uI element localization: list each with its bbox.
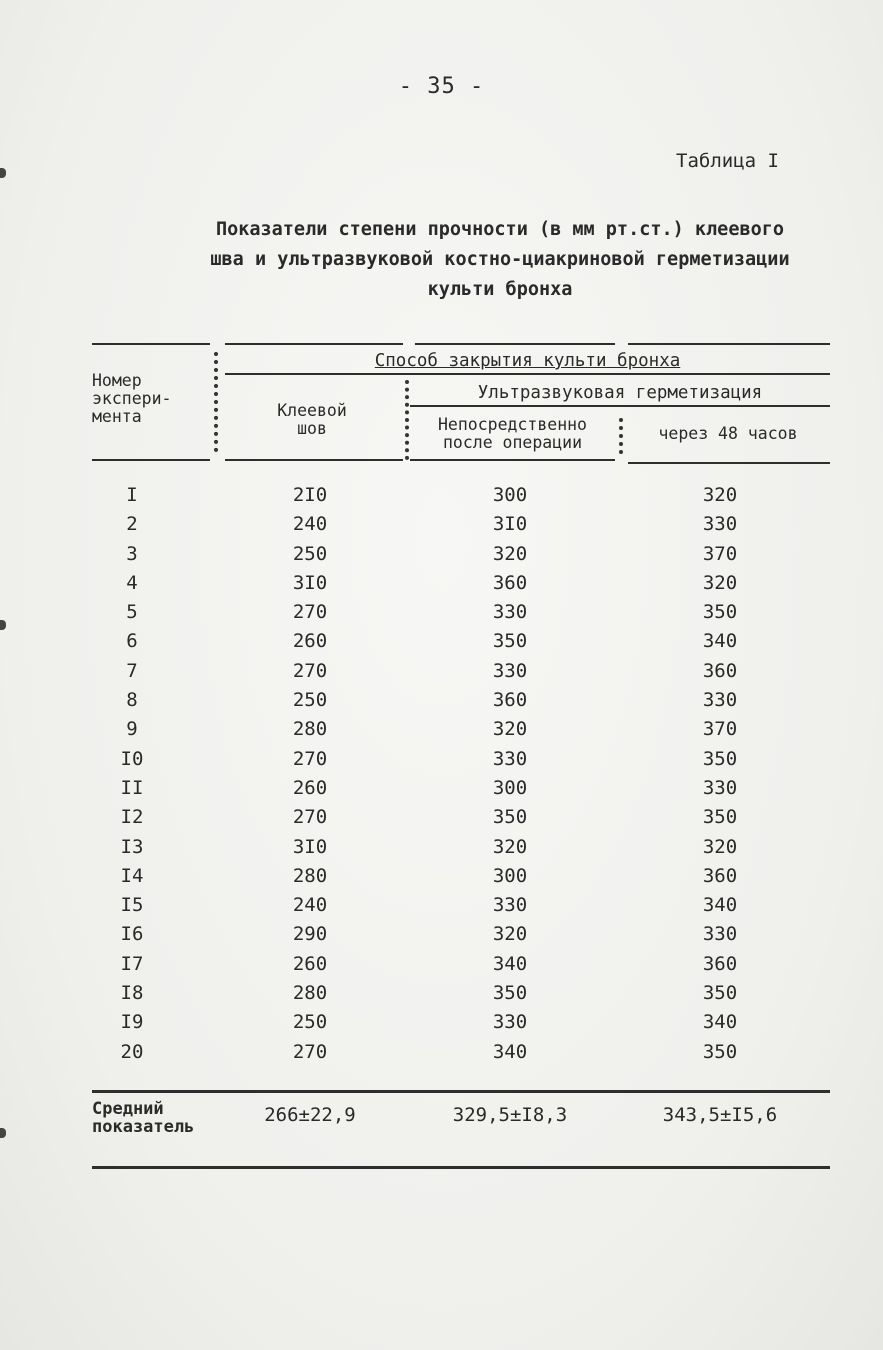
glue-seam-cell: 290 [292, 923, 328, 946]
immediate-cell: 3I0 [492, 513, 528, 536]
after-48h-cell: 350 [702, 806, 738, 829]
header-after-48-hours: через 48 часов [658, 424, 798, 443]
table-row [0, 806, 883, 835]
immediate-cell: 350 [492, 806, 528, 829]
after-48h-cell: 320 [702, 571, 738, 594]
glue-seam-cell: 270 [292, 747, 328, 770]
immediate-cell: 360 [492, 689, 528, 712]
table-row [0, 777, 883, 806]
immediate-cell: 330 [492, 894, 528, 917]
header-bottom-rule [410, 459, 615, 461]
immediate-cell: 330 [492, 747, 528, 770]
glue-seam-cell: 240 [292, 513, 328, 536]
after-48h-cell: 330 [702, 776, 738, 799]
after-48h-cell: 340 [702, 894, 738, 917]
title-line: культи бронха [427, 279, 573, 300]
experiment-number-cell: 4 [126, 571, 138, 594]
header-experiment-number: Номер экспери- мента [92, 371, 172, 426]
method-rule [225, 373, 830, 375]
glue-seam-cell: 260 [292, 776, 328, 799]
table-bottom-rule [92, 1166, 830, 1169]
summary-glue-value: 266±22,9 [264, 1104, 356, 1126]
glue-seam-cell: 280 [292, 864, 328, 887]
immediate-cell: 330 [492, 1011, 528, 1034]
experiment-number-cell: 8 [126, 689, 138, 712]
table-row [0, 748, 883, 777]
experiment-number-cell: 7 [126, 659, 138, 682]
header-top-rule [92, 343, 210, 345]
summary-top-rule [92, 1090, 830, 1093]
summary-48h-value: 343,5±I5,6 [662, 1104, 778, 1126]
table-label: Таблица I [676, 150, 779, 172]
after-48h-cell: 370 [702, 542, 738, 565]
experiment-number-cell: I [126, 484, 138, 506]
header-bottom-rule [628, 462, 830, 464]
glue-seam-cell: 270 [292, 601, 328, 624]
table-row [0, 718, 883, 747]
after-48h-cell: 350 [702, 747, 738, 770]
column-separator [214, 352, 222, 452]
immediate-cell: 360 [492, 571, 528, 594]
after-48h-cell: 360 [702, 952, 738, 975]
glue-seam-cell: 270 [292, 1040, 328, 1063]
after-48h-cell: 330 [702, 689, 738, 712]
header-glue-seam: Клеевой шов [277, 401, 347, 438]
immediate-cell: 320 [492, 718, 528, 741]
immediate-cell: 320 [492, 923, 528, 946]
after-48h-cell: 350 [702, 982, 738, 1005]
experiment-number-cell: I5 [120, 894, 144, 917]
glue-seam-cell: 2I0 [292, 484, 328, 506]
after-48h-cell: 320 [702, 484, 738, 506]
immediate-cell: 320 [492, 835, 528, 858]
table-row [0, 660, 883, 689]
table-row [0, 1011, 883, 1040]
table-row [0, 630, 883, 659]
glue-seam-cell: 270 [292, 659, 328, 682]
after-48h-cell: 360 [702, 864, 738, 887]
experiment-number-cell: 20 [120, 1040, 144, 1063]
summary-row [0, 1100, 883, 1150]
experiment-number-cell: I3 [120, 835, 144, 858]
glue-seam-cell: 270 [292, 806, 328, 829]
table-body [0, 484, 883, 1070]
title-line: Показатели степени прочности (в мм рт.ст.) клеевого [215, 219, 785, 240]
experiment-number-cell: 9 [126, 718, 138, 741]
title-line: шва и ультразвуковой костно-циакриновой герметизации [210, 249, 790, 270]
experiment-number-cell: 3 [126, 542, 138, 565]
header-closure-method: Способ закрытия культи бронха [374, 351, 681, 371]
immediate-cell: 340 [492, 952, 528, 975]
header-bottom-rule [225, 459, 403, 461]
header-bottom-rule [92, 459, 210, 461]
immediate-cell: 330 [492, 601, 528, 624]
immediate-cell: 330 [492, 659, 528, 682]
glue-seam-cell: 280 [292, 982, 328, 1005]
table-row [0, 865, 883, 894]
ultrasonic-rule [410, 405, 830, 407]
experiment-number-cell: I2 [120, 806, 144, 829]
table-row [0, 923, 883, 952]
after-48h-cell: 350 [702, 601, 738, 624]
table-title [150, 215, 850, 305]
table-row [0, 601, 883, 630]
glue-seam-cell: 250 [292, 689, 328, 712]
table-row [0, 513, 883, 542]
glue-seam-cell: 260 [292, 630, 328, 653]
glue-seam-cell: 250 [292, 542, 328, 565]
immediate-cell: 300 [492, 864, 528, 887]
experiment-number-cell: II [120, 776, 144, 799]
experiment-number-cell: 6 [126, 630, 138, 653]
experiment-number-cell: I6 [120, 923, 144, 946]
summary-label: Средний показатель [92, 1099, 195, 1137]
experiment-number-cell: I4 [120, 864, 144, 887]
header-top-rule [628, 343, 830, 345]
table-row [0, 484, 883, 513]
table-row [0, 953, 883, 982]
table-row [0, 836, 883, 865]
experiment-number-cell: 5 [126, 601, 138, 624]
table-row [0, 982, 883, 1011]
table-row [0, 572, 883, 601]
after-48h-cell: 370 [702, 718, 738, 741]
table-row [0, 689, 883, 718]
experiment-number-cell: I7 [120, 952, 144, 975]
table-row [0, 543, 883, 572]
glue-seam-cell: 280 [292, 718, 328, 741]
experiment-number-cell: I9 [120, 1011, 144, 1034]
header-immediately-after: Непосредственно после операции [437, 415, 587, 452]
summary-immediate-value: 329,5±I8,3 [452, 1104, 568, 1126]
after-48h-cell: 360 [702, 659, 738, 682]
experiment-number-cell: 2 [126, 513, 138, 536]
immediate-cell: 320 [492, 542, 528, 565]
experiment-number-cell: I8 [120, 982, 144, 1005]
glue-seam-cell: 260 [292, 952, 328, 975]
after-48h-cell: 330 [702, 513, 738, 536]
experiment-number-cell: I0 [120, 747, 144, 770]
after-48h-cell: 320 [702, 835, 738, 858]
glue-seam-cell: 3I0 [292, 571, 328, 594]
page-number: - 35 - [398, 74, 485, 99]
immediate-cell: 300 [492, 484, 528, 506]
table-row [0, 1041, 883, 1070]
table-row [0, 894, 883, 923]
header-top-rule [225, 343, 403, 345]
after-48h-cell: 330 [702, 923, 738, 946]
binding-mark [0, 168, 6, 178]
after-48h-cell: 340 [702, 1011, 738, 1034]
after-48h-cell: 340 [702, 630, 738, 653]
glue-seam-cell: 250 [292, 1011, 328, 1034]
immediate-cell: 300 [492, 776, 528, 799]
immediate-cell: 350 [492, 630, 528, 653]
header-ultrasonic-sealing: Ультразвуковая герметизация [477, 383, 763, 403]
immediate-cell: 340 [492, 1040, 528, 1063]
glue-seam-cell: 3I0 [292, 835, 328, 858]
after-48h-cell: 350 [702, 1040, 738, 1063]
header-top-rule [415, 343, 615, 345]
glue-seam-cell: 240 [292, 894, 328, 917]
immediate-cell: 350 [492, 982, 528, 1005]
